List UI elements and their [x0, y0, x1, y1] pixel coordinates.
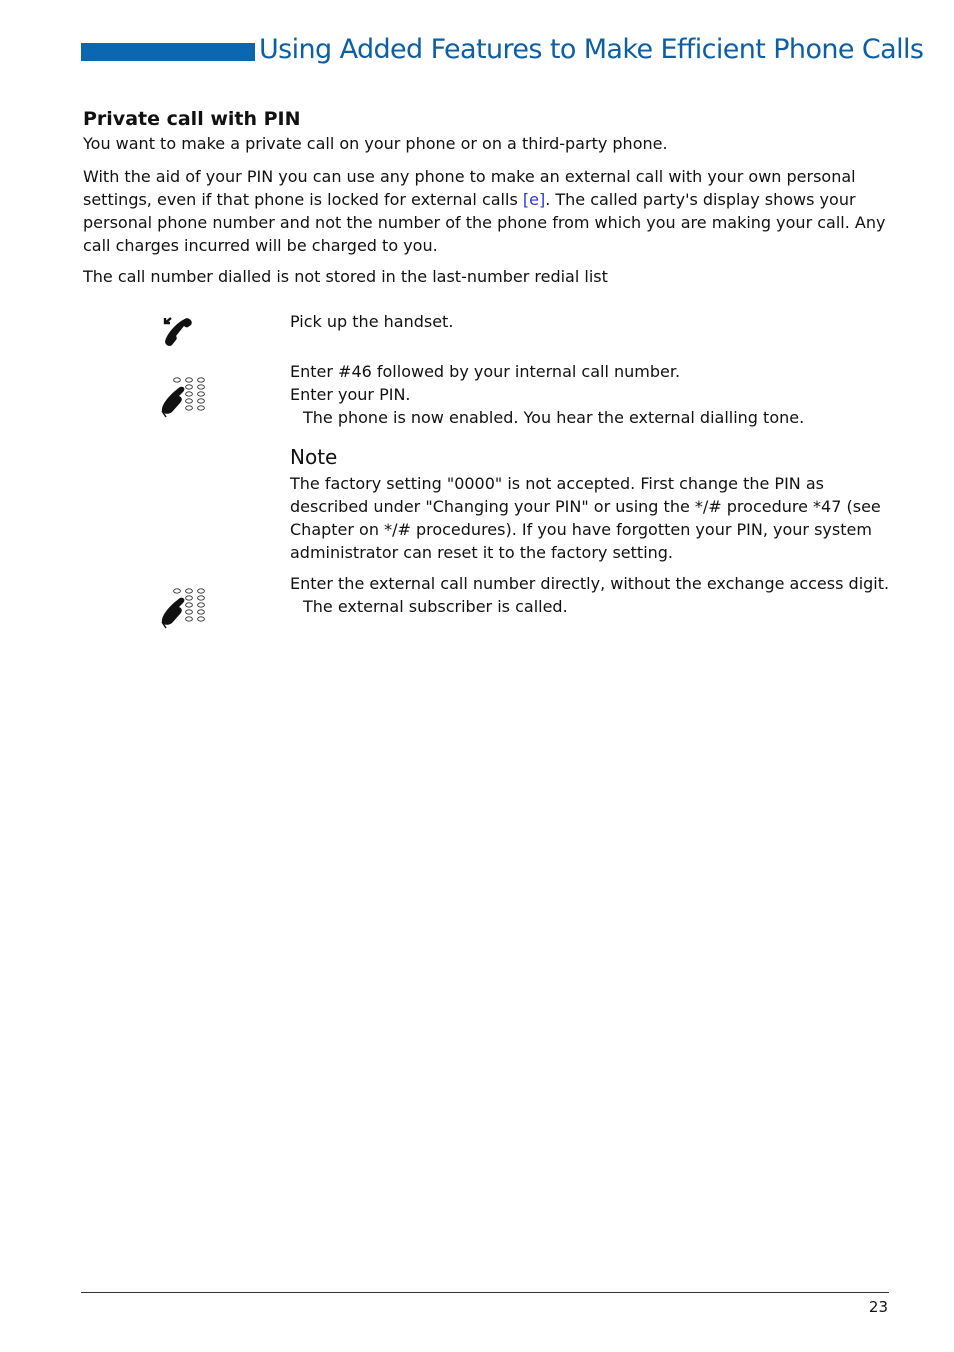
- step-1-text: [290, 310, 890, 333]
- step-result-line: The external subscriber is called.: [303, 597, 568, 616]
- page-title: Using Added Features to Make Efficient Phone Calls: [259, 34, 924, 65]
- glossary-link[interactable]: [e]: [522, 190, 546, 209]
- page-number: 23: [868, 1298, 888, 1316]
- note-heading: Note: [290, 445, 338, 469]
- step-3-text: [290, 572, 890, 618]
- section-heading: Private call with PIN: [83, 108, 301, 130]
- redial-note-paragraph: The call number dialled is not stored in the last-number redial list: [83, 267, 608, 286]
- handset-lift-icon: [160, 314, 196, 354]
- intro-paragraph: You want to make a private call on your phone or on a third-party phone.: [83, 134, 668, 153]
- step-result-line: The phone is now enabled. You hear the external dialling tone.: [303, 408, 805, 427]
- footer-divider: [81, 1292, 889, 1293]
- keypad-dial-icon: [158, 586, 214, 634]
- keypad-dial-icon: [158, 375, 214, 423]
- step-line: Enter #46 followed by your internal call number.: [290, 362, 681, 381]
- step-line: Pick up the handset.: [290, 312, 454, 331]
- step-line: Enter your PIN.: [290, 385, 411, 404]
- header-accent-bar: [81, 43, 255, 61]
- pin-description-paragraph: With the aid of your PIN you can use any phone to make an external call with your own personal settings, even if that phone is locked for external calls [e]. The called party's display shows your personal phone number and not the number of the phone from which you are making your call. Any call charges incurred will be charged to you.: [83, 167, 886, 255]
- step-2-text: [290, 360, 890, 429]
- step-line: Enter the external call number directly, without the exchange access digit.: [290, 574, 890, 593]
- note-text: The factory setting "0000" is not accepted. First change the PIN as described under "Changing your PIN" or using the */# procedure *47 (see Chapter on */# procedures). If you have forgotten your PIN, your system administrator can reset it to the factory setting.: [290, 474, 881, 562]
